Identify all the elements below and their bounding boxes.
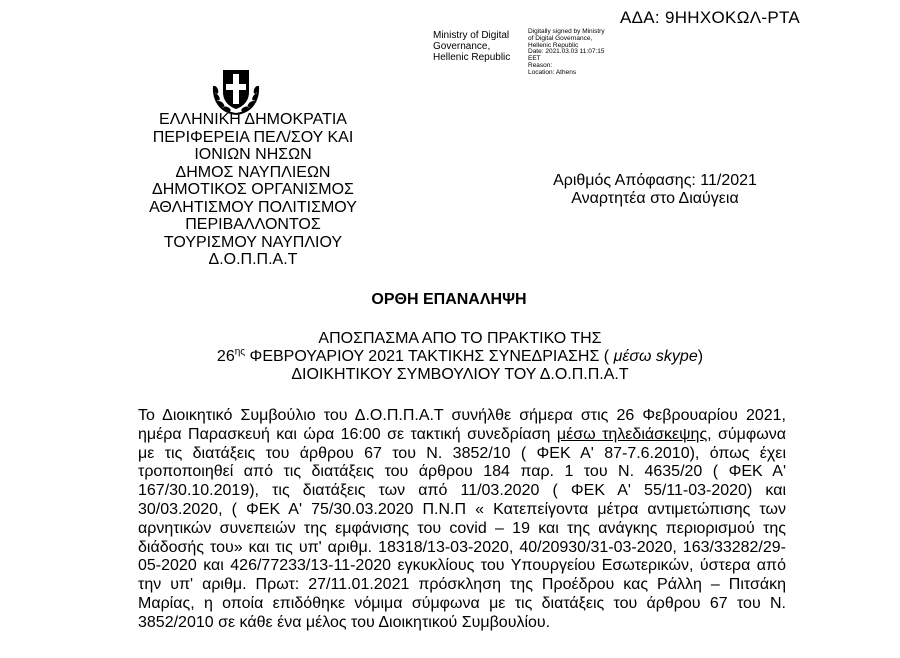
meeting-day: 26 <box>216 348 235 365</box>
issuer-line: ΠΕΡΙΒΑΛΛΟΝΤΟΣ <box>185 216 321 233</box>
greek-coat-of-arms-icon <box>208 62 264 118</box>
posting-note: Αναρτητέα στο Διαύγεια <box>571 190 739 207</box>
decision-info <box>520 172 790 208</box>
day-suffix: ης <box>234 346 246 358</box>
signature-detail-line: Date: 2021.03.03 11:07:15 <box>528 48 605 56</box>
ada-code: ΑΔΑ: 9ΗΗΧΟΚΩΛ-ΡΤΑ <box>620 8 801 27</box>
digital-signature-authority <box>433 30 523 63</box>
extract-line-3: ΔΙΟΙΚΗΤΙΚΟΥ ΣΥΜΒΟΥΛΙΟΥ ΤΟΥ Δ.Ο.Π.Π.Α.Τ <box>291 366 629 383</box>
signature-detail-line: Location: Athens <box>528 68 577 76</box>
issuer-line: ΔΗΜΟΤΙΚΟΣ ΟΡΓΑΝΙΣΜΟΣ <box>152 181 354 198</box>
body-text-rest: σύμφωνα με τις διατάξεις του άρθρου 67 του Ν. 3852/10 ( ΦΕΚ Α' 87-7.6.2010), όπως έχει τροποποιηθεί από τις διατάξεις του άρθρου 184 παρ. 1 του Ν. 4635/20 ( ΦΕΚ Α' 167/30.10.2019), τις διατάξεις των από 11/03.2020 ( ΦΕΚ Α' 55/11-03-2020) και 30/03.2020, ( ΦΕΚ Α' 75/30.03.2020 Π.Ν.Π « Κατεπείγοντα μέτρα αντιμετώπισης των αρνητικών συνεπειών της εμφάνισης του covid – 19 και της ανάγκης περιορισμού της διάδοσής του» και τις υπ' αριθμ. 18318/13-03-2020, 40/20930/31-03-2020, 163/33282/29-05-2020 και 426/77233/13-11-2020 εγκυκλίους του Υπουργείου Εσωτερικών, ύστερα από την υπ' αριθμ. Πρωτ: 27/11.01.2021 πρόσκληση της Προέδρου κας Ράλλη – Πιτσάκη Μαρίας, η οποία επιδόθηκε νόμιμα σύμφωνα με τις διατάξεις του άρθρου 67 του Ν. 3852/2010 σε κάθε ένα μέλος του Διοικητικού Συμβουλίου. <box>138 425 787 631</box>
signature-line: Ministry of Digital <box>433 30 510 41</box>
issuer-line: ΔΗΜΟΣ ΝΑΥΠΛΙΕΩΝ <box>175 163 331 181</box>
signature-line: Hellenic Republic <box>433 52 511 63</box>
extract-heading <box>200 330 720 384</box>
issuer-line: ΠΕΡΙΦΕΡΕΙΑ ΠΕΛ/ΣΟΥ ΚΑΙ <box>152 128 354 146</box>
signature-detail-line: Digitally signed by Ministry <box>528 28 605 35</box>
signature-detail-line: of Digital Governance, <box>528 34 593 42</box>
issuer-line: ΕΛΛΗΝΙΚΗ ΔΗΜΟΚΡΑΤΙΑ <box>159 111 347 128</box>
meeting-text: ΦΕΒΡΟΥΑΡΙΟΥ 2021 ΤΑΚΤΙΚΗΣ ΣΥΝΕΔΡΙΑΣΗΣ ( <box>245 348 614 365</box>
issuer-line: ΙΟΝΙΩΝ ΝΗΣΩΝ <box>194 146 312 163</box>
decision-number: Αριθμός Απόφασης: 11/2021 <box>553 172 757 189</box>
signature-detail-line: Hellenic Republic <box>528 41 579 49</box>
meeting-mode: μέσω skype <box>613 348 698 365</box>
issuer-line: ΤΟΥΡΙΣΜΟΥ ΝΑΥΠΛΙΟΥ <box>163 233 343 251</box>
underlined-text: μέσω τηλεδιάσκεψης, <box>556 425 712 443</box>
extract-line-1: ΑΠΟΣΠΑΣΜΑ ΑΠΟ ΤΟ ΠΡΑΚΤΙΚΟ ΤΗΣ <box>318 330 602 347</box>
digital-signature-details <box>528 29 618 77</box>
signature-detail-line: EET <box>528 55 541 63</box>
extract-line-2 <box>200 348 720 366</box>
issuer-line: ΑΘΛΗΤΙΣΜΟΥ ΠΟΛΙΤΙΣΜΟΥ <box>149 198 357 216</box>
document-title: ΟΡΘΗ ΕΠΑΝΑΛΗΨΗ <box>371 291 527 308</box>
signature-detail-line: Reason: <box>528 61 553 69</box>
issuer-block <box>88 111 418 269</box>
body-text-start: Το Διοικητικό Συμβούλιο του Δ.Ο.Π.Π.Α.Τ συνήλθε σήμερα στις 26 Φεβρουαρίου 2021, ημέρα Παρασκευή και ώρα 16:00 σε τακτική συνεδρίαση <box>138 407 786 443</box>
signature-line: Governance, <box>433 41 491 52</box>
body-paragraph <box>138 407 786 633</box>
meeting-close: ) <box>697 348 704 365</box>
issuer-line: Δ.Ο.Π.Π.Α.Τ <box>208 251 298 268</box>
